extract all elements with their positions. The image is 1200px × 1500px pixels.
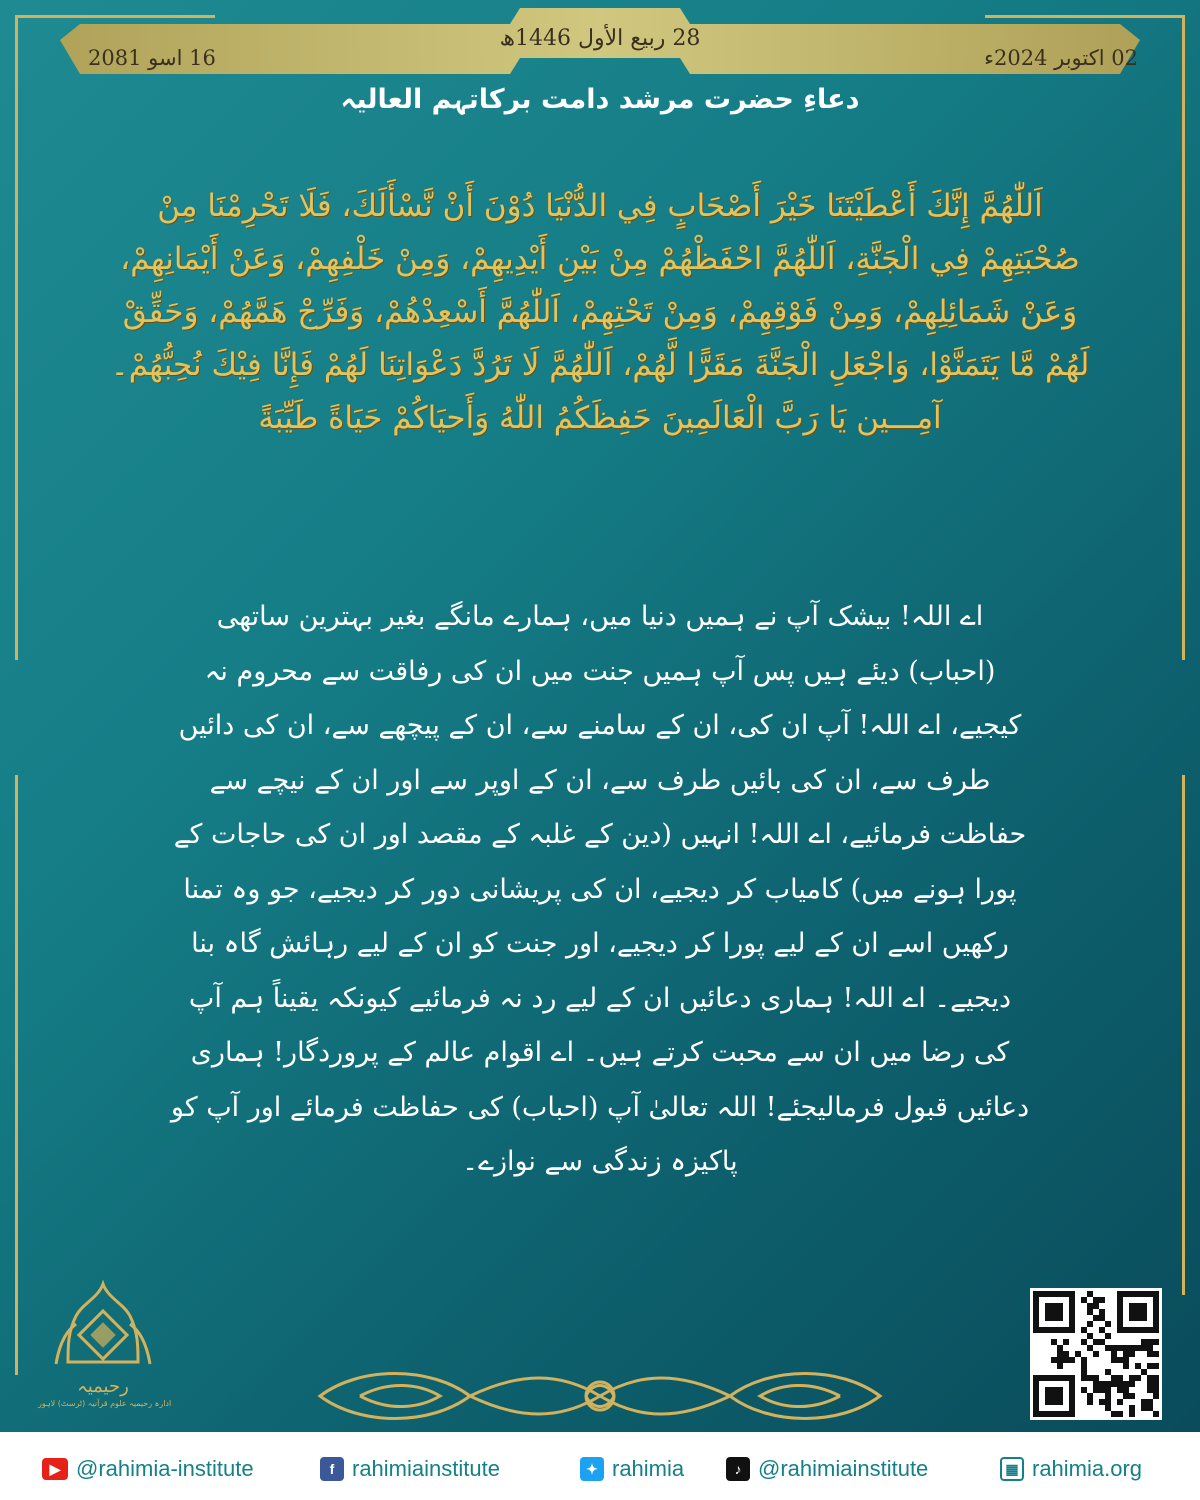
footer-website[interactable] [1000, 1456, 1142, 1482]
youtube-handle: @rahimia-institute [76, 1456, 254, 1481]
hijri-date: 28 ربیع الأول 1446ھ [499, 26, 701, 51]
logo-subtitle: ادارہ رحیمیہ علوم قرآنیہ (ٹرسٹ) لاہور [38, 1399, 172, 1408]
tiktok-handle: @rahimiainstitute [758, 1456, 929, 1481]
qr-code-icon[interactable] [1030, 1288, 1162, 1420]
arabic-prayer-text: اَللّٰهُمَّ إِنَّكَ أَعْطَيْتَنَا خَيْرَ أَصْحَابٍ فِي الدُّنْيَا دُوْنَ أَنْ نَّسْأَلَكَ، فَلَا تَحْرِمْنَا مِنْ صُحْبَتِهِمْ فِي الْجَنَّةِ، اَللّٰهُمَّ احْفَظْهُمْ مِنْ بَيْنِ أَيْدِيهِمْ، وَمِنْ خَلْفِهِمْ، وَعَنْ أَيْمَانِهِمْ، وَعَنْ شَمَائِلِهِمْ، وَمِنْ فَوْقِهِمْ، وَمِنْ تَحْتِهِمْ، اَللّٰهُمَّ أَسْعِدْهُمْ، وَفَرِّجْ هَمَّهُمْ، وَحَقِّقْ لَهُمْ مَّا يَتَمَنَّوْا، وَاجْعَلِ الْجَنَّةَ مَقَرًّا لَّهُمْ، اَللّٰهُمَّ لَا تَرُدَّ دَعْوَاتِنَا لَهُمْ فَإِنَّا فِيْكَ نُحِبُّهُمْ۔ آمِـــين يَا رَبَّ الْعَالَمِينَ حَفِظَكُمُ اللّٰهُ وَأَحيَاكُمْ حَيَاةً طَيِّبَةً [110, 188, 1090, 436]
urdu-translation-text: اے اللہ! بیشک آپ نے ہمیں دنیا میں، ہمارے مانگے بغیر بہترین ساتھی (احباب) دیئے ہیں پس آپ ہمیں جنت میں ان کی رفاقت سے محروم نہ کیجیے، اے اللہ! آپ ان کی، ان کے سامنے سے، ان کے پیچھے سے، ان کی دائیں طرف سے، ان کی بائیں طرف سے، ان کے اوپر سے اور ان کے نیچے سے حفاظت فرمائیے، اے اللہ! انہیں (دین کے غلبہ کے مقصد اور ان کی حاجات کے پورا ہونے میں) کامیاب کر دیجیے، ان کی پریشانی دور کر دیجیے، جو وہ تمنا رکھیں اسے ان کے لیے پورا کر دیجیے، اور جنت کو ان کے لیے رہائش گاہ بنا دیجیے۔ اے اللہ! ہماری دعائیں ان کے لیے رد نہ فرمائیے کیونکہ یقیناً ہم آپ کی رضا میں ان سے محبت کرتے ہیں۔ اے اقوام عالم کے پروردگار! ہماری دعائیں قبول فرمالیجئے! اللہ تعالیٰ آپ (احباب) کی حفاظت فرمائے اور آپ کو پاکیزہ زندگی سے نوازے۔ [170, 601, 1030, 1177]
footer-youtube[interactable] [42, 1456, 254, 1482]
rahimia-emblem-icon [38, 1280, 168, 1380]
website-url: rahimia.org [1032, 1456, 1143, 1481]
rahimia-logo [38, 1280, 172, 1420]
facebook-handle: rahimiainstitute [352, 1456, 500, 1481]
gregorian-date: 02 اکتوبر 2024ء [984, 46, 1138, 70]
frame-right-lower [1182, 775, 1185, 1295]
website-qr-icon: ▦ [1000, 1457, 1024, 1481]
tiktok-icon: ♪ [726, 1457, 750, 1481]
twitter-handle: rahimia [612, 1456, 685, 1481]
bikrami-date: 16 اسو 2081 [88, 46, 216, 70]
twitter-icon: ✦ [580, 1457, 604, 1481]
footer-tiktok[interactable] [726, 1456, 928, 1482]
logo-name: رحیمیہ [77, 1376, 129, 1397]
youtube-icon: ▶ [42, 1458, 68, 1480]
footer-twitter[interactable] [580, 1456, 684, 1482]
frame-left-lower [15, 775, 18, 1375]
footer-facebook[interactable] [320, 1456, 500, 1482]
page-title: دعاءِ حضرت مرشد دامت برکاتہم العالیہ [340, 84, 860, 115]
facebook-icon: f [320, 1457, 344, 1481]
ornament-divider [300, 1362, 900, 1430]
footer-bar [0, 1432, 1200, 1500]
